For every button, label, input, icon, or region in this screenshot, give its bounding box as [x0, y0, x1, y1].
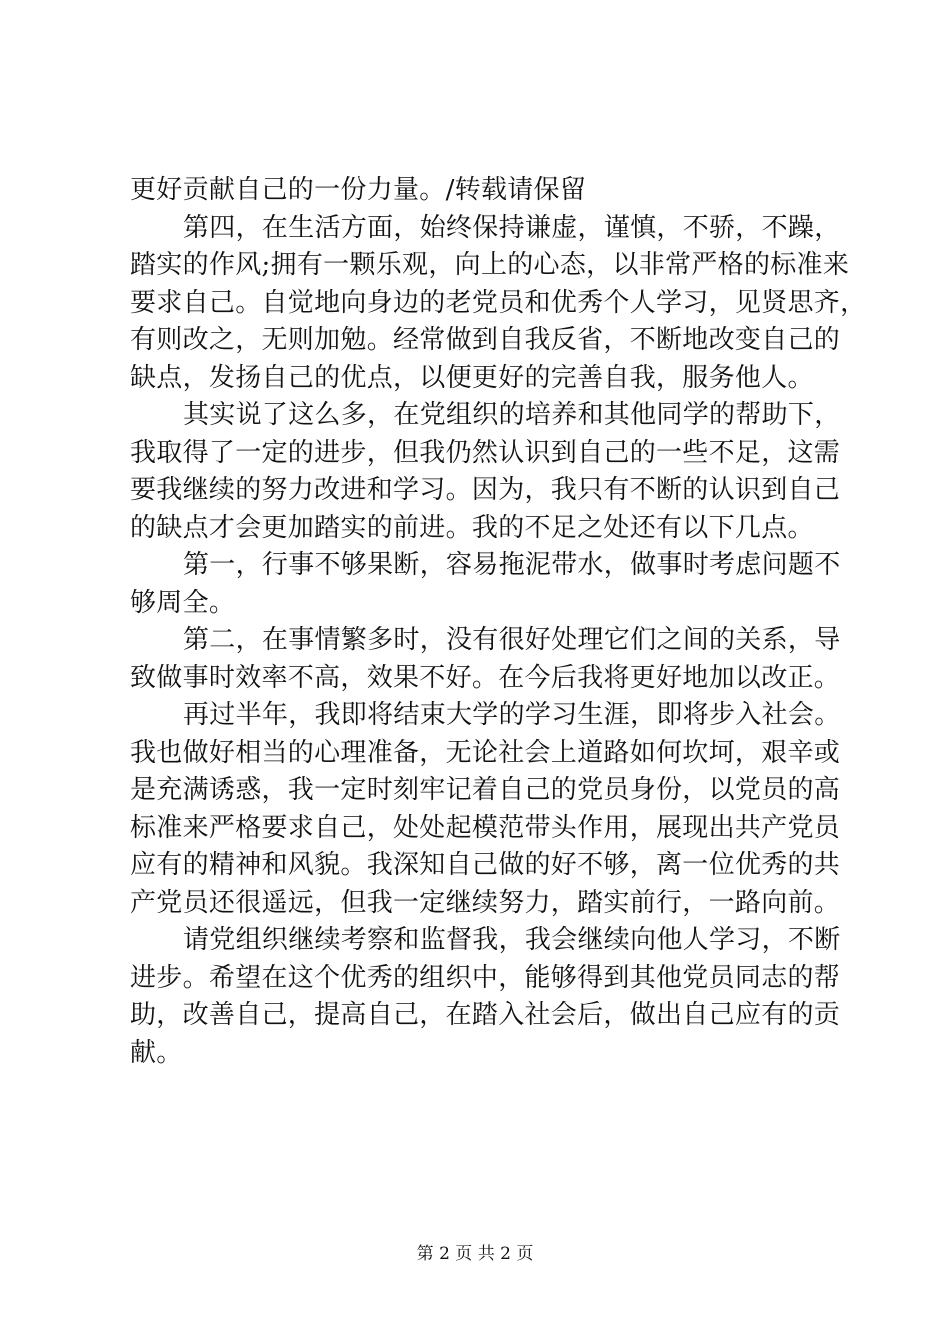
text-line: 请党组织继续考察和监督我，我会继续向他人学习，不断	[183, 925, 841, 955]
text-line: 助，改善自己，提高自己，在踏入社会后，做出自己应有的贡	[130, 1000, 841, 1030]
text-line: 产党员还很遥远，但我一定继续努力，踏实前行，一路向前。	[130, 887, 841, 918]
text-line: 要求自己。自觉地向身边的老党员和优秀个人学习，见贤思齐，	[130, 287, 867, 318]
text-line: 缺点，发扬自己的优点，以便更好的完善自我，服务他人。	[130, 362, 814, 393]
text-line: 更好贡献自己的一份力量。/转载请保留	[130, 175, 587, 205]
text-line: 标准来严格要求自己，处处起模范带头作用，展现出共产党员	[130, 812, 841, 843]
text-line: 够周全。	[130, 587, 236, 618]
text-line: 献。	[130, 1037, 183, 1068]
text-line: 我也做好相当的心理准备，无论社会上道路如何坎坷，艰辛或	[130, 737, 841, 768]
text-line: 踏实的作风;拥有一颗乐观，向上的心态，以非常严格的标准来	[130, 250, 850, 280]
text-line: 要我继续的努力改进和学习。因为，我只有不断的认识到自己	[130, 475, 841, 505]
document-body	[130, 172, 867, 1072]
text-line: 第一，行事不够果断，容易拖泥带水，做事时考虑问题不	[183, 550, 841, 580]
text-line: 我取得了一定的进步，但我仍然认识到自己的一些不足，这需	[130, 437, 841, 468]
page-footer: 第 2 页 共 2 页	[416, 1244, 534, 1264]
text-line: 是充满诱惑，我一定时刻牢记着自己的党员身份，以党员的高	[130, 775, 841, 805]
text-line: 致做事时效率不高，效果不好。在今后我将更好地加以改正。	[130, 662, 841, 693]
text-line: 第二，在事情繁多时，没有很好处理它们之间的关系，导	[183, 625, 841, 655]
text-line: 进步。希望在这个优秀的组织中，能够得到其他党员同志的帮	[130, 962, 841, 993]
text-line: 再过半年，我即将结束大学的学习生涯，即将步入社会。	[183, 700, 841, 730]
text-line: 的缺点才会更加踏实的前进。我的不足之处还有以下几点。	[130, 512, 814, 543]
text-line: 其实说了这么多，在党组织的培养和其他同学的帮助下，	[183, 400, 841, 430]
text-line: 应有的精神和风貌。我深知自己做的好不够，离一位优秀的共	[130, 850, 841, 880]
text-line: 第四，在生活方面，始终保持谦虚，谨慎，不骄，不躁，	[183, 212, 841, 243]
text-line: 有则改之，无则加勉。经常做到自我反省，不断地改变自己的	[130, 325, 841, 355]
